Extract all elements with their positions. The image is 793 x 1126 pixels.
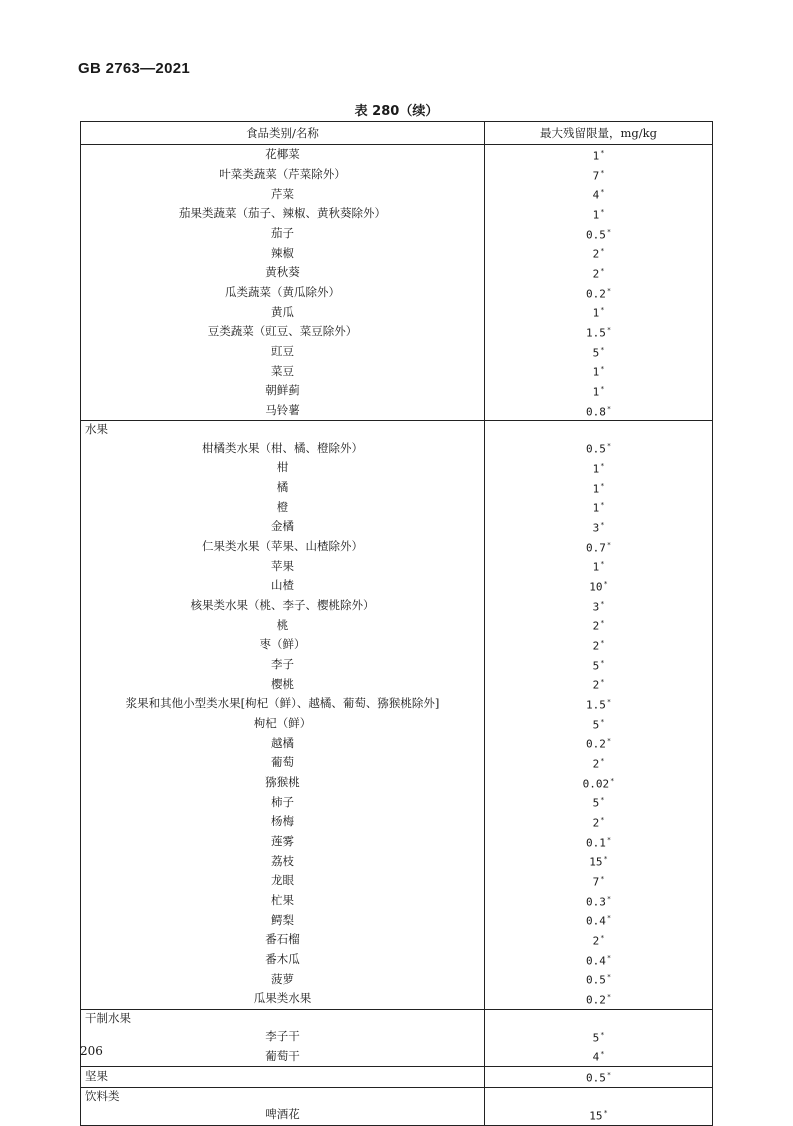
- note-mark: *: [606, 540, 612, 549]
- max-residue-limit-cell: [485, 694, 713, 714]
- food-name: 金橘: [81, 517, 485, 537]
- note-mark: *: [600, 560, 605, 569]
- food-name: 叶菜类蔬菜（芹菜除外）: [81, 165, 485, 185]
- limit-value: 1.5: [585, 326, 606, 340]
- food-name: 葡萄: [81, 753, 485, 773]
- table-row: [81, 871, 713, 891]
- note-mark: *: [600, 462, 605, 471]
- table-row: [81, 989, 713, 1009]
- limit-value: 0.3: [585, 895, 606, 909]
- food-name: 马铃薯: [81, 401, 485, 421]
- table-row: [81, 361, 713, 381]
- table-row: [81, 401, 713, 421]
- max-residue-limit-cell: [485, 438, 713, 458]
- note-mark: *: [600, 481, 605, 490]
- table-row: [81, 537, 713, 557]
- food-name: 柑橘类水果（柑、橘、橙除外）: [81, 438, 485, 458]
- table-row: [81, 930, 713, 950]
- max-residue-limit-cell: [485, 753, 713, 773]
- category-row: [81, 1009, 713, 1027]
- note-mark: *: [603, 1109, 608, 1118]
- residue-limit-table: [80, 121, 713, 1126]
- limit-value: 0.7: [585, 541, 606, 555]
- limit-value: 1: [592, 462, 600, 476]
- max-residue-limit-cell: [485, 421, 713, 439]
- column-header-max-residue-limit: 最大残留限量，mg/kg: [485, 122, 713, 145]
- limit-value: 5: [592, 1031, 600, 1045]
- limit-value: 0.2: [585, 993, 606, 1007]
- max-residue-limit-cell: [485, 910, 713, 930]
- food-name: 橘: [81, 478, 485, 498]
- max-residue-limit-cell: [485, 576, 713, 596]
- food-name: 菠萝: [81, 969, 485, 989]
- max-residue-limit-cell: [485, 1087, 713, 1105]
- table-body: [81, 145, 713, 1126]
- food-name: 山楂: [81, 576, 485, 596]
- limit-value: 0.4: [585, 914, 606, 928]
- table-row: [81, 694, 713, 714]
- category-name: 坚果: [81, 1067, 485, 1088]
- food-name: 黄瓜: [81, 302, 485, 322]
- note-mark: *: [600, 247, 605, 256]
- food-name: 茄子: [81, 224, 485, 244]
- food-name: 瓜类蔬菜（黄瓜除外）: [81, 283, 485, 303]
- max-residue-limit-cell: [485, 655, 713, 675]
- limit-value: 5: [592, 718, 600, 732]
- table-header-row: [81, 122, 713, 145]
- note-mark: *: [606, 227, 612, 236]
- max-residue-limit-cell: [485, 165, 713, 185]
- max-residue-limit-cell: [485, 832, 713, 852]
- limit-value: 0.8: [585, 405, 606, 419]
- max-residue-limit-cell: [485, 871, 713, 891]
- max-residue-limit-cell: [485, 497, 713, 517]
- food-name: 杧果: [81, 891, 485, 911]
- note-mark: *: [606, 992, 612, 1001]
- food-name: 荔枝: [81, 851, 485, 871]
- note-mark: *: [600, 933, 605, 942]
- table-row: [81, 302, 713, 322]
- table-row: [81, 792, 713, 812]
- food-name: 柑: [81, 458, 485, 478]
- note-mark: *: [606, 1071, 612, 1080]
- limit-value: 0.5: [585, 228, 606, 242]
- limit-value: 5: [592, 659, 600, 673]
- table-row: [81, 381, 713, 401]
- note-mark: *: [600, 717, 605, 726]
- note-mark: *: [600, 639, 605, 648]
- limit-value: 2: [592, 267, 600, 281]
- table-row: [81, 322, 713, 342]
- max-residue-limit-cell: [485, 596, 713, 616]
- limit-value: 1: [592, 385, 600, 399]
- note-mark: *: [600, 619, 605, 628]
- food-name: 苹果: [81, 556, 485, 576]
- note-mark: *: [600, 306, 605, 315]
- max-residue-limit-cell: [485, 243, 713, 263]
- limit-value: 2: [592, 816, 600, 830]
- table-row: [81, 950, 713, 970]
- max-residue-limit-cell: [485, 773, 713, 793]
- limit-value: 1: [592, 502, 600, 516]
- limit-value: 5: [592, 796, 600, 810]
- limit-value: 15: [589, 855, 603, 869]
- table-row: [81, 438, 713, 458]
- max-residue-limit-cell: [485, 401, 713, 421]
- limit-value: 0.2: [585, 287, 606, 301]
- note-mark: *: [600, 345, 605, 354]
- max-residue-limit-cell: [485, 812, 713, 832]
- table-row: [81, 243, 713, 263]
- max-residue-limit-cell: [485, 184, 713, 204]
- note-mark: *: [603, 855, 608, 864]
- note-mark: *: [606, 286, 612, 295]
- note-mark: *: [600, 188, 605, 197]
- note-mark: *: [600, 521, 605, 530]
- limit-value: 0.1: [585, 836, 606, 850]
- category-row: [81, 1087, 713, 1105]
- food-name: 桃: [81, 615, 485, 635]
- max-residue-limit-cell: [485, 381, 713, 401]
- max-residue-limit-cell: [485, 792, 713, 812]
- limit-value: 2: [592, 247, 600, 261]
- table-row: [81, 1105, 713, 1125]
- note-mark: *: [606, 914, 612, 923]
- limit-value: 1: [592, 149, 600, 163]
- note-mark: *: [600, 207, 605, 216]
- limit-value: 3: [592, 600, 600, 614]
- note-mark: *: [600, 815, 605, 824]
- food-name: 仁果类水果（苹果、山楂除外）: [81, 537, 485, 557]
- max-residue-limit-cell: [485, 342, 713, 362]
- max-residue-limit-cell: [485, 204, 713, 224]
- note-mark: *: [600, 796, 605, 805]
- limit-value: 1: [592, 306, 600, 320]
- table-row: [81, 165, 713, 185]
- note-mark: *: [606, 404, 612, 413]
- max-residue-limit-cell: [485, 517, 713, 537]
- note-mark: *: [606, 325, 612, 334]
- table-row: [81, 969, 713, 989]
- table-row: [81, 812, 713, 832]
- limit-value: 0.5: [585, 443, 606, 457]
- page-number: 206: [80, 1044, 103, 1058]
- max-residue-limit-cell: [485, 458, 713, 478]
- food-name: 茄果类蔬菜（茄子、辣椒、黄秋葵除外）: [81, 204, 485, 224]
- table-row: [81, 773, 713, 793]
- table-row: [81, 674, 713, 694]
- food-name: 番石榴: [81, 930, 485, 950]
- limit-value: 3: [592, 521, 600, 535]
- max-residue-limit-cell: [485, 714, 713, 734]
- food-name: 柿子: [81, 792, 485, 812]
- limit-value: 10: [589, 580, 603, 594]
- max-residue-limit-cell: [485, 1046, 713, 1066]
- limit-value: 2: [592, 620, 600, 634]
- max-residue-limit-cell: [485, 930, 713, 950]
- note-mark: *: [600, 678, 605, 687]
- food-name: 杨梅: [81, 812, 485, 832]
- table-row: [81, 184, 713, 204]
- table-row: [81, 342, 713, 362]
- limit-value: 15: [589, 1109, 603, 1123]
- note-mark: *: [606, 698, 612, 707]
- table-row: [81, 635, 713, 655]
- limit-value: 1: [592, 208, 600, 222]
- note-mark: *: [600, 1030, 605, 1039]
- limit-value: 2: [592, 934, 600, 948]
- limit-value: 2: [592, 679, 600, 693]
- food-name: 李子干: [81, 1027, 485, 1047]
- table-row: [81, 655, 713, 675]
- limit-value: 1: [592, 482, 600, 496]
- max-residue-limit-cell: [485, 1105, 713, 1125]
- column-header-food-name: 食品类别/名称: [81, 122, 485, 145]
- max-residue-limit-cell: [485, 263, 713, 283]
- max-residue-limit-cell: [485, 556, 713, 576]
- max-residue-limit-cell: [485, 283, 713, 303]
- limit-value: 0.5: [585, 1071, 606, 1085]
- food-name: 花椰菜: [81, 145, 485, 165]
- note-mark: *: [600, 384, 605, 393]
- standard-code: GB 2763—2021: [78, 60, 191, 77]
- max-residue-limit-cell: [485, 891, 713, 911]
- food-name: 越橘: [81, 733, 485, 753]
- food-name: 浆果和其他小型类水果[枸杞（鲜）、越橘、葡萄、猕猴桃除外]: [81, 694, 485, 714]
- max-residue-limit-cell: [485, 635, 713, 655]
- table-row: [81, 497, 713, 517]
- max-residue-limit-cell: [485, 224, 713, 244]
- category-row: [81, 1067, 713, 1088]
- table-caption: 表 280（续）: [354, 104, 439, 119]
- limit-value: 7: [592, 169, 600, 183]
- table-row: [81, 832, 713, 852]
- table-row: [81, 851, 713, 871]
- note-mark: *: [600, 149, 605, 157]
- food-name: 葡萄干: [81, 1046, 485, 1066]
- table-row: [81, 458, 713, 478]
- food-name: 枸杞（鲜）: [81, 714, 485, 734]
- note-mark: *: [606, 835, 612, 844]
- limit-value: 0.4: [585, 954, 606, 968]
- food-name: 朝鲜蓟: [81, 381, 485, 401]
- table-row: [81, 478, 713, 498]
- note-mark: *: [606, 894, 612, 903]
- max-residue-limit-cell: [485, 615, 713, 635]
- table-row: [81, 753, 713, 773]
- food-name: 猕猴桃: [81, 773, 485, 793]
- table-row: [81, 1027, 713, 1047]
- category-name: 水果: [81, 421, 485, 439]
- limit-value: 0.2: [585, 737, 606, 751]
- note-mark: *: [610, 776, 615, 785]
- table-row: [81, 283, 713, 303]
- food-name: 豇豆: [81, 342, 485, 362]
- food-name: 瓜果类水果: [81, 989, 485, 1009]
- food-name: 菜豆: [81, 361, 485, 381]
- food-name: 莲雾: [81, 832, 485, 852]
- food-name: 核果类水果（桃、李子、樱桃除外）: [81, 596, 485, 616]
- max-residue-limit-cell: [485, 674, 713, 694]
- limit-value: 5: [592, 346, 600, 360]
- note-mark: *: [606, 973, 612, 982]
- food-name: 芹菜: [81, 184, 485, 204]
- food-name: 橙: [81, 497, 485, 517]
- food-name: 豆类蔬菜（豇豆、菜豆除外）: [81, 322, 485, 342]
- table-row: [81, 714, 713, 734]
- table-row: [81, 733, 713, 753]
- table-row: [81, 517, 713, 537]
- limit-value: 1: [592, 561, 600, 575]
- table-row: [81, 615, 713, 635]
- note-mark: *: [606, 737, 612, 746]
- category-row: [81, 421, 713, 439]
- max-residue-limit-cell: [485, 1027, 713, 1047]
- note-mark: *: [600, 658, 605, 667]
- note-mark: *: [600, 874, 605, 883]
- max-residue-limit-cell: [485, 733, 713, 753]
- table-row: [81, 596, 713, 616]
- table-row: [81, 891, 713, 911]
- table-row: [81, 1046, 713, 1066]
- limit-value: 1: [592, 365, 600, 379]
- food-name: 李子: [81, 655, 485, 675]
- table-row: [81, 145, 713, 165]
- max-residue-limit-cell: [485, 145, 713, 165]
- food-name: 枣（鲜）: [81, 635, 485, 655]
- limit-value: 7: [592, 875, 600, 889]
- limit-value: 0.5: [585, 973, 606, 987]
- max-residue-limit-cell: [485, 1067, 713, 1088]
- limit-value: 1.5: [585, 698, 606, 712]
- food-name: 樱桃: [81, 674, 485, 694]
- limit-value: 4: [592, 1051, 600, 1065]
- note-mark: *: [600, 365, 605, 374]
- limit-value: 2: [592, 639, 600, 653]
- note-mark: *: [600, 168, 605, 177]
- food-name: 辣椒: [81, 243, 485, 263]
- note-mark: *: [600, 756, 605, 765]
- table-row: [81, 910, 713, 930]
- limit-value: 0.02: [582, 777, 610, 791]
- max-residue-limit-cell: [485, 1009, 713, 1027]
- max-residue-limit-cell: [485, 361, 713, 381]
- max-residue-limit-cell: [485, 950, 713, 970]
- limit-value: 4: [592, 188, 600, 202]
- max-residue-limit-cell: [485, 302, 713, 322]
- food-name: 啤酒花: [81, 1105, 485, 1125]
- max-residue-limit-cell: [485, 851, 713, 871]
- table-row: [81, 204, 713, 224]
- food-name: 黄秋葵: [81, 263, 485, 283]
- max-residue-limit-cell: [485, 537, 713, 557]
- max-residue-limit-cell: [485, 969, 713, 989]
- food-name: 番木瓜: [81, 950, 485, 970]
- table-row: [81, 224, 713, 244]
- category-name: 饮料类: [81, 1087, 485, 1105]
- max-residue-limit-cell: [485, 322, 713, 342]
- note-mark: *: [606, 953, 612, 962]
- food-name: 龙眼: [81, 871, 485, 891]
- note-mark: *: [600, 599, 605, 608]
- note-mark: *: [600, 501, 605, 510]
- category-name: 干制水果: [81, 1009, 485, 1027]
- table-row: [81, 576, 713, 596]
- note-mark: *: [606, 442, 612, 451]
- note-mark: *: [600, 266, 605, 275]
- note-mark: *: [600, 1050, 605, 1059]
- table-row: [81, 556, 713, 576]
- table-row: [81, 263, 713, 283]
- limit-value: 2: [592, 757, 600, 771]
- note-mark: *: [603, 580, 608, 589]
- food-name: 鳄梨: [81, 910, 485, 930]
- max-residue-limit-cell: [485, 478, 713, 498]
- max-residue-limit-cell: [485, 989, 713, 1009]
